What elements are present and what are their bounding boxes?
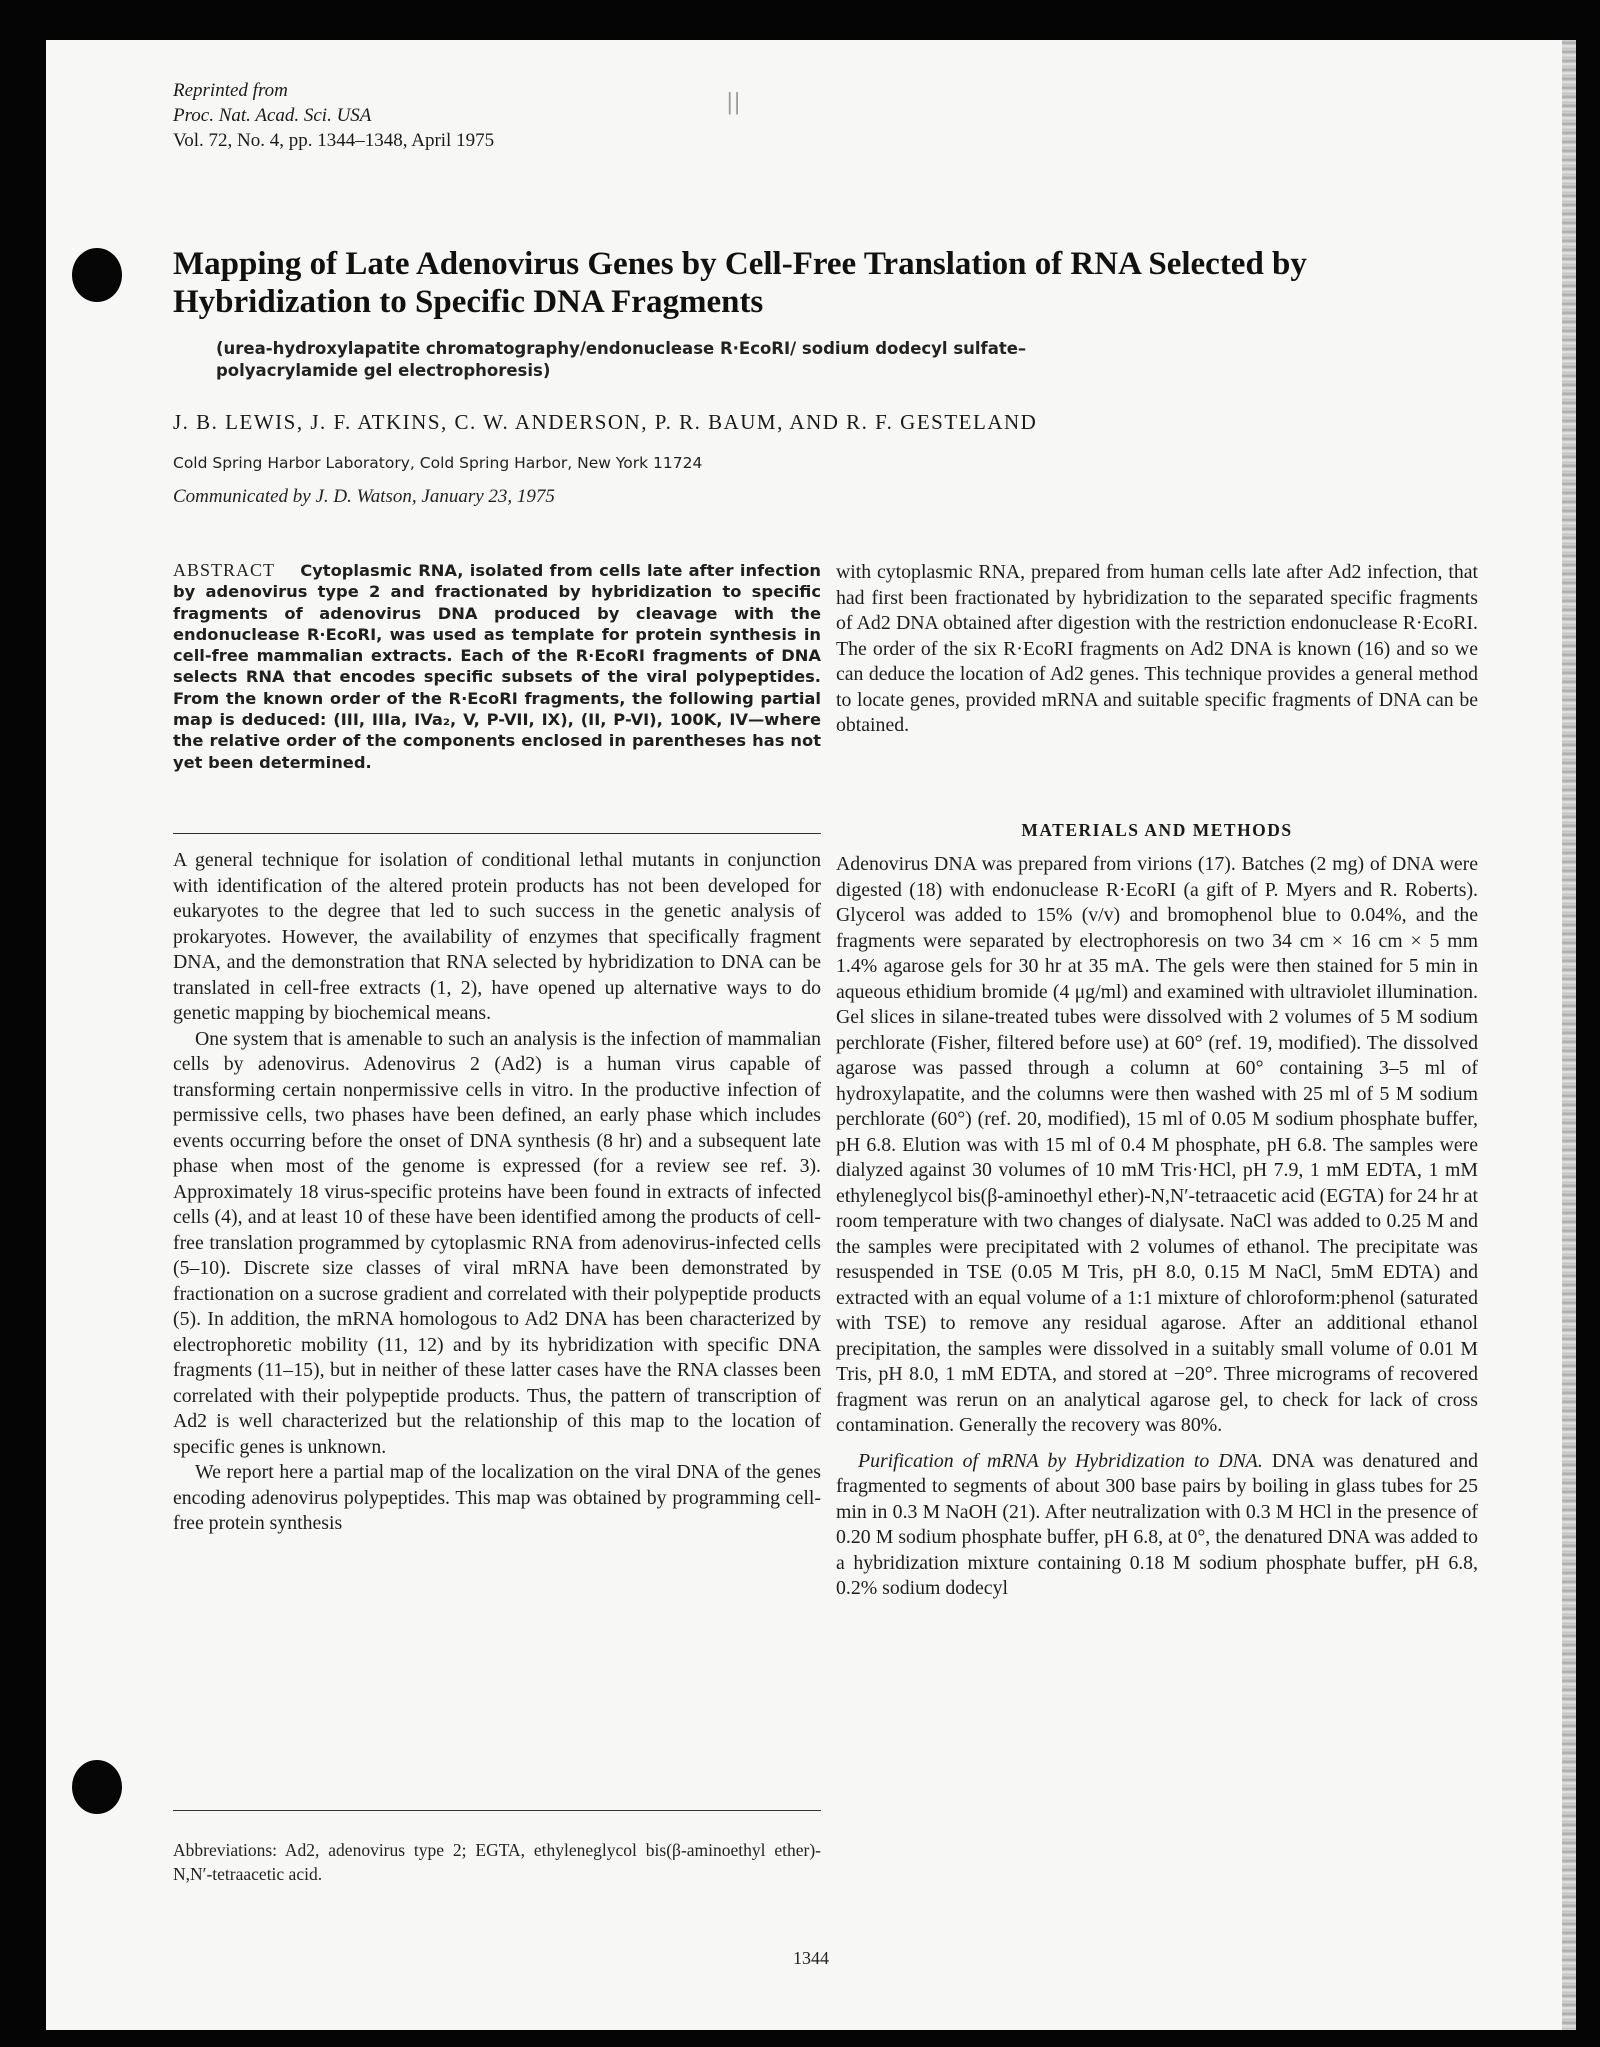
page-number: 1344	[793, 1948, 829, 1968]
abstract	[173, 560, 821, 773]
intro-paragraph-2: One system that is amenable to such an analysis is the infection of mammalian cells by adenovirus. Adenovirus 2 (Ad2) is a human virus capable of transforming certain nonpermissive cells in vitro. In the productive infection of permissive cells, two phases have been defined, an early phase which includes events occurring before the onset of DNA synthesis (8 hr) and a subsequent late phase when most of the genome is expressed (for a review see ref. 3). Approximately 18 virus-specific proteins have been found in extracts of infected cells (4), and at least 10 of these have been identified among the products of cell-free translation programmed by cytoplasmic RNA from adenovirus-infected cells (5–10). Discrete size classes of viral mRNA have been demonstrated by fractionation on a sucrose gradient and correlated with their polypeptide products (5). In addition, the mRNA homologous to Ad2 DNA has been characterized by electrophoretic mobility (11, 12) and by its hybridization with specific DNA fragments (11–15), but in neither of these latter cases have the RNA classes been correlated with their polypeptide products. Thus, the pattern of transcription of Ad2 is well characterized but the relationship of this map to the location of specific genes is unknown.	[173, 1027, 821, 1458]
paper-title: Mapping of Late Adenovirus Genes by Cell-Free Translation of RNA Selected by Hybridization to Specific DNA Fragments	[173, 246, 1307, 320]
volume-info: Vol. 72, No. 4, pp. 1344–1348, April 1975	[173, 130, 495, 151]
intro-paragraph-1: A general technique for isolation of conditional lethal mutants in conjunction with identification of the altered protein products has not been developed for eukaryotes to the degree that led to such success in the genetic analysis of prokaryotes. However, the availability of enzymes that specifically fragment DNA, and the demonstration that RNA selected by hybridization to DNA can be translated in cell-free extracts (1, 2), have opened up alternative ways to do genetic mapping by biochemical means.	[173, 849, 821, 1024]
methods-paragraph-2	[836, 1449, 1478, 1602]
left-column	[173, 848, 821, 1537]
paper-page	[46, 40, 1576, 2030]
affiliation: Cold Spring Harbor Laboratory, Cold Spring Harbor, New York 11724	[173, 454, 703, 472]
intro-paragraph-3: We report here a partial map of the localization on the viral DNA of the genes encoding adenovirus polypeptides. This map was obtained by programming cell-free protein synthesis	[173, 1461, 821, 1534]
pencil-mark: ||	[726, 90, 741, 115]
methods-heading: MATERIALS AND METHODS	[1021, 820, 1293, 840]
reprint-label: Reprinted from	[173, 80, 288, 101]
authors: J. B. LEWIS, J. F. ATKINS, C. W. ANDERSON, P. R. BAUM, AND R. F. GESTELAND	[173, 410, 1038, 434]
punch-hole-bottom	[72, 1760, 122, 1814]
reprint-info	[173, 78, 494, 153]
abstract-text: Cytoplasmic RNA, isolated from cells late after infection by adenovirus type 2 and fractionated by hybridization to specific fragments of adenovirus DNA produced by cleavage with the endonuclease R·EcoRI, was used as template for protein synthesis in cell-free mammalian extracts. Each of the R·EcoRI fragments of DNA selects RNA that encodes specific subsets of the viral polypeptides. From the known order of the R·EcoRI fragments, the following partial map is deduced: (III, IIIa, IVa₂, V, P-VII, IX), (II, P-VI), 100K, IV—where the relative order of the components enclosed in parentheses has not yet been determined.	[173, 561, 821, 772]
abstract-divider	[173, 833, 821, 834]
page-edge	[1562, 40, 1576, 2030]
keywords: (urea-hydroxylapatite chromatography/endonuclease R·EcoRI/ sodium dodecyl sulfate–polyacrylamide gel electrophoresis)	[216, 339, 1027, 380]
intro-continued: with cytoplasmic RNA, prepared from human cells late after Ad2 infection, that had first been fractionated by hybridization to the separated specific fragments of Ad2 DNA obtained after digestion with the restriction endonuclease R·EcoRI. The order of the six R·EcoRI fragments on Ad2 DNA is known (16) and so we can deduce the location of Ad2 genes. This technique provides a general method to locate genes, provided mRNA and suitable specific fragments of DNA can be obtained.	[836, 561, 1478, 736]
communicated-by: Communicated by J. D. Watson, January 23, 1975	[173, 486, 555, 507]
methods-subheading: Purification of mRNA by Hybridization to DNA.	[858, 1449, 1263, 1472]
abstract-label: ABSTRACT	[173, 560, 276, 580]
footnote-divider	[173, 1810, 821, 1811]
journal-name: Proc. Nat. Acad. Sci. USA	[173, 105, 372, 126]
methods-paragraph-2-text: DNA was denatured and fragmented to segments of about 300 base pairs by boiling in glass tubes for 25 min in 0.3 M NaOH (21). After neutralization with 0.3 M HCl in the presence of 0.20 M sodium phosphate buffer, pH 6.8, at 0°, the denatured DNA was added to a hybridization mixture containing 0.18 M sodium phosphate buffer, pH 6.8, 0.2% sodium dodecyl	[836, 1449, 1478, 1599]
methods-section	[836, 852, 1478, 1602]
methods-paragraph-1: Adenovirus DNA was prepared from virions (17). Batches (2 mg) of DNA were digested (18) with endonuclease R·EcoRI (a gift of P. Myers and R. Roberts). Glycerol was added to 15% (v/v) and bromophenol blue to 0.04%, and the fragments were separated by electrophoresis on two 34 cm × 16 cm × 5 mm 1.4% agarose gels for 30 hr at 35 mA. The gels were then stained for 5 min in aqueous ethidium bromide (4 μg/ml) and examined with ultraviolet illumination. Gel slices in silane-treated tubes were dissolved with 2 volumes of 5 M sodium perchlorate (Fisher, filtered before use) at 60° (ref. 19, modified). The dissolved agarose was passed through a column at 60° containing 3–5 ml of hydroxylapatite, and the columns were then washed with 25 ml of 5 M sodium perchlorate (60°) (ref. 20, modified), 15 ml of 0.05 M sodium phosphate buffer, pH 6.8. Elution was with 15 ml of 0.4 M phosphate, pH 6.8. The samples were dialyzed against 30 volumes of 10 mM Tris·HCl, pH 7.9, 1 mM EDTA, 1 mM ethyleneglycol bis(β-aminoethyl ether)-N,N′-tetraacetic acid (EGTA) for 24 hr at room temperature with two changes of dialysate. NaCl was added to 0.25 M and the samples were precipitated with 2 volumes of ethanol. The precipitate was resuspended in TSE (0.05 M Tris, pH 8.0, 0.15 M NaCl, 5mM EDTA) and extracted with an equal volume of a 1:1 mixture of chloroform:phenol (saturated with TSE) to remove any residual agarose. After an additional ethanol precipitation, the samples were dissolved in a suitably small volume of 0.01 M Tris, pH 8.0, 1 mM EDTA, and stored at −20°. Three micrograms of recovered fragment was rerun on an analytical agarose gel, to check for lack of cross contamination. Generally the recovery was 80%.	[836, 853, 1478, 1436]
punch-hole-top	[72, 248, 122, 302]
right-column-intro	[836, 560, 1478, 739]
footnote: Abbreviations: Ad2, adenovirus type 2; EGTA, ethyleneglycol bis(β-aminoethyl ether)-N,N′-tetraacetic acid.	[173, 1840, 821, 1884]
